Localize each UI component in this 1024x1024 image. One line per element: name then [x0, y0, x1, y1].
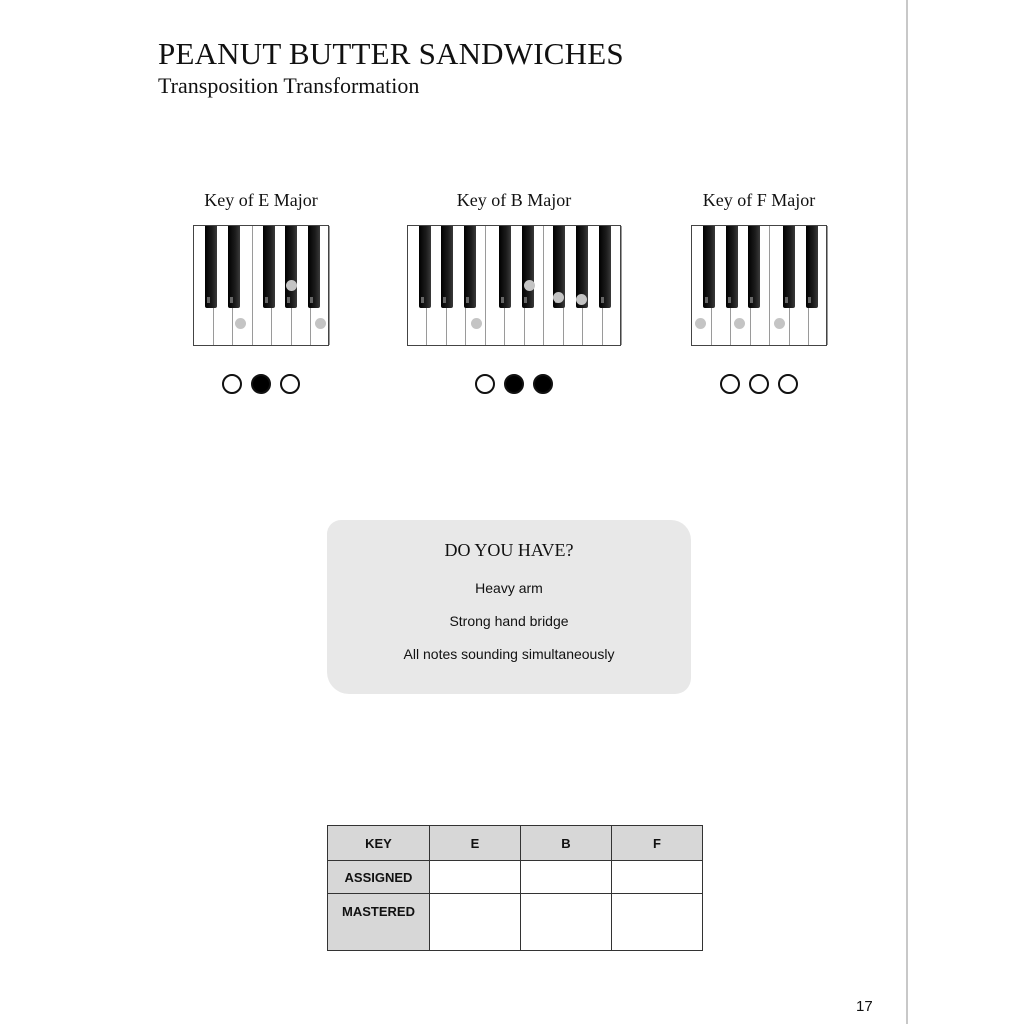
- black-key: [228, 226, 240, 308]
- table-header-cell: F: [612, 826, 703, 861]
- mastery-circles: [407, 374, 621, 394]
- mastered-cell[interactable]: [521, 894, 612, 951]
- mastery-circles: [193, 374, 329, 394]
- table-header-cell: E: [430, 826, 521, 861]
- mastery-circles: [691, 374, 827, 394]
- black-key: [726, 226, 738, 308]
- assigned-cell[interactable]: [430, 861, 521, 894]
- mastery-circle[interactable]: [280, 374, 300, 394]
- mastery-circle[interactable]: [504, 374, 524, 394]
- table-row: [328, 861, 703, 894]
- note-marker: [471, 318, 482, 329]
- note-marker: [235, 318, 246, 329]
- checklist-box: [327, 520, 691, 694]
- black-key: [263, 226, 275, 308]
- assigned-cell[interactable]: [612, 861, 703, 894]
- note-marker: [774, 318, 785, 329]
- note-marker: [524, 280, 535, 291]
- black-key: [419, 226, 431, 308]
- note-marker: [734, 318, 745, 329]
- key-label: Key of F Major: [702, 190, 816, 210]
- black-key: [308, 226, 320, 308]
- checklist-item: Heavy arm: [475, 580, 543, 596]
- black-key: [464, 226, 476, 308]
- mastery-circle[interactable]: [778, 374, 798, 394]
- page-number: 17: [856, 998, 873, 1015]
- black-key: [522, 226, 534, 308]
- mastery-circle[interactable]: [749, 374, 769, 394]
- black-key: [205, 226, 217, 308]
- table-row: [328, 894, 703, 951]
- table-header-row: [328, 826, 703, 861]
- row-label: MASTERED: [328, 894, 430, 951]
- piano-keyboard: [691, 225, 827, 346]
- note-marker: [576, 294, 587, 305]
- piano-keyboard: [407, 225, 621, 346]
- note-marker: [315, 318, 326, 329]
- note-marker: [695, 318, 706, 329]
- assigned-cell[interactable]: [521, 861, 612, 894]
- page-subtitle: Transposition Transformation: [158, 73, 420, 98]
- progress-table: [327, 825, 703, 951]
- black-key: [599, 226, 611, 308]
- black-key: [441, 226, 453, 308]
- mastered-cell[interactable]: [430, 894, 521, 951]
- checklist-item: All notes sounding simultaneously: [403, 646, 615, 662]
- key-label: Key of E Major: [204, 190, 318, 210]
- black-key: [748, 226, 760, 308]
- mastery-circle[interactable]: [251, 374, 271, 394]
- checklist-item: Strong hand bridge: [449, 613, 569, 629]
- mastered-cell[interactable]: [612, 894, 703, 951]
- black-key: [285, 226, 297, 308]
- mastery-circle[interactable]: [533, 374, 553, 394]
- note-marker: [286, 280, 297, 291]
- mastery-circle[interactable]: [720, 374, 740, 394]
- page-edge: [906, 0, 908, 1024]
- checklist-title: DO YOU HAVE?: [444, 540, 574, 560]
- mastery-circle[interactable]: [222, 374, 242, 394]
- row-label: ASSIGNED: [328, 861, 430, 894]
- key-label: Key of B Major: [456, 190, 572, 210]
- black-key: [499, 226, 511, 308]
- table-header-cell: B: [521, 826, 612, 861]
- page-title: PEANUT BUTTER SANDWICHES: [158, 36, 624, 71]
- black-key: [783, 226, 795, 308]
- table-header-cell: KEY: [328, 826, 430, 861]
- black-key: [806, 226, 818, 308]
- mastery-circle[interactable]: [475, 374, 495, 394]
- note-marker: [553, 292, 564, 303]
- black-key: [703, 226, 715, 308]
- piano-keyboard: [193, 225, 329, 346]
